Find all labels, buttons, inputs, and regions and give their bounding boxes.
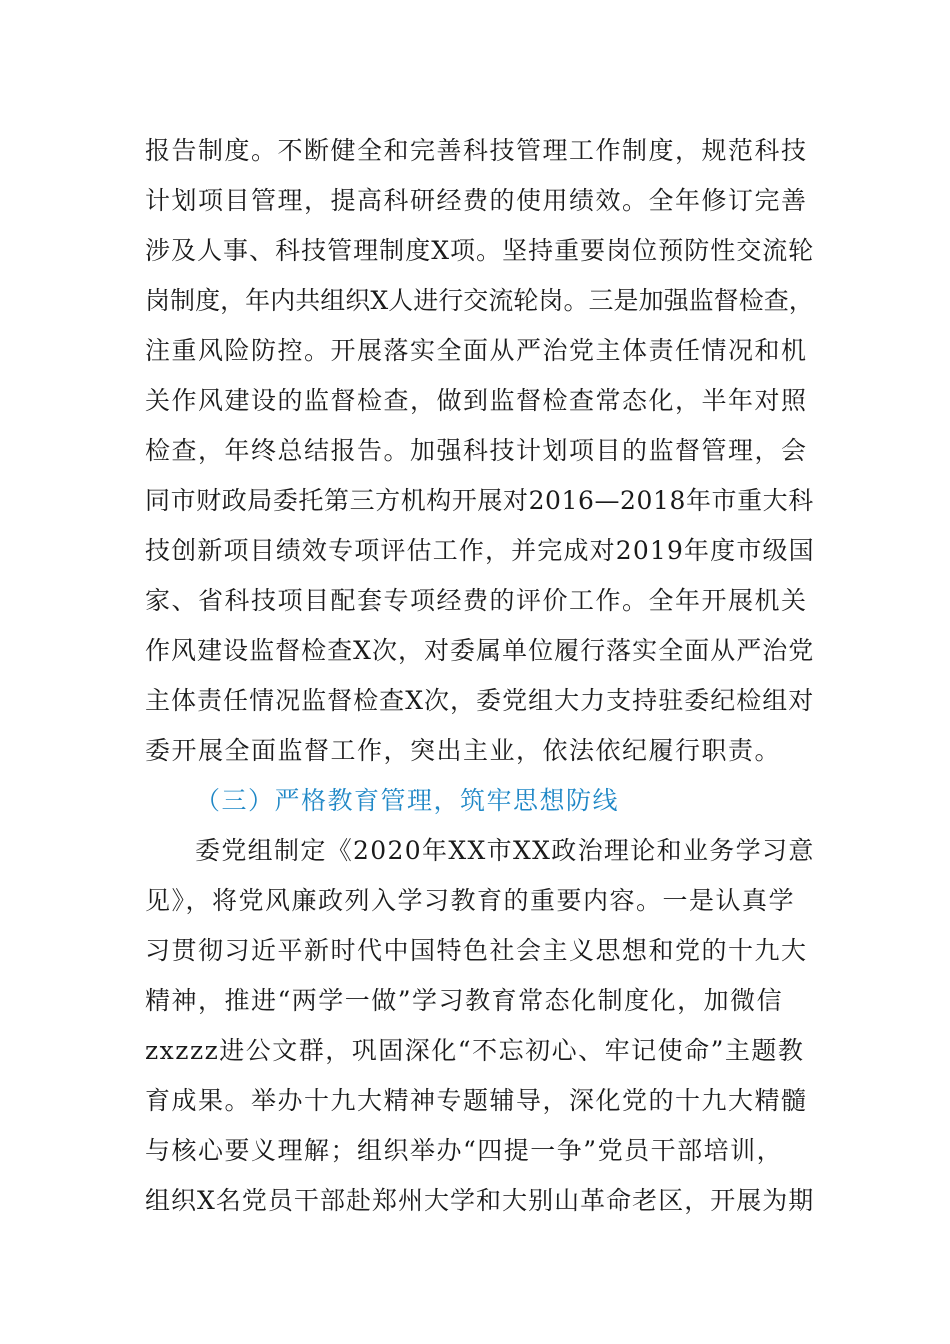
body-text-line: 委开展全面监督工作，突出主业，依法依纪履行职责。 [145,736,782,765]
section-heading: （三）严格教育管理，筑牢思想防线 [195,786,620,815]
body-text-line: zxzzz进公文群，巩固深化“不忘初心、牢记使命”主题教 [145,1036,805,1065]
body-text-line: 育成果。举办十九大精神专题辅导，深化党的十九大精髓 [145,1086,808,1115]
body-text-line: 家、省科技项目配套专项经费的评价工作。全年开展机关 [145,586,808,615]
body-text-line: 岗制度，年内共组织X人进行交流轮岗。三是加强监督检查， [145,286,814,315]
body-text-line: 注重风险防控。开展落实全面从严治党主体责任情况和机 [145,336,808,365]
body-text-line: 委党组制定《2020年XX市XX政治理论和业务学习意 [195,836,815,865]
body-text-line: 主体责任情况监督检查X次，委党组大力支持驻委纪检组对 [145,686,815,715]
body-text-line: 作风建设监督检查X次，对委属单位履行落实全面从严治党 [145,636,815,665]
body-text-line: 精神，推进“两学一做”学习教育常态化制度化，加微信 [145,986,784,1015]
body-text-line: 习贯彻习近平新时代中国特色社会主义思想和党的十九大 [145,936,808,965]
body-text-line: 关作风建设的监督检查，做到监督检查常态化，半年对照 [145,386,808,415]
body-text-line: 组织X名党员干部赴郑州大学和大别山革命老区，开展为期 [145,1186,815,1215]
body-text-line: 涉及人事、科技管理制度X项。坚持重要岗位预防性交流轮 [145,236,815,265]
body-text-line: 检查，年终总结报告。加强科技计划项目的监督管理，会 [145,436,808,465]
body-text-line: 与核心要义理解；组织举办“四提一争”党员干部培训， [145,1136,784,1165]
body-text-line: 计划项目管理，提高科研经费的使用绩效。全年修订完善 [145,186,808,215]
body-text-line: 同市财政局委托第三方机构开展对2016—2018年市重大科 [145,486,814,515]
body-text-line: 报告制度。不断健全和完善科技管理工作制度，规范科技 [145,136,808,165]
body-text-line: 技创新项目绩效专项评估工作，并完成对2019年度市级国 [145,536,815,565]
body-text-line: 见》，将党风廉政列入学习教育的重要内容。一是认真学 [145,886,796,915]
